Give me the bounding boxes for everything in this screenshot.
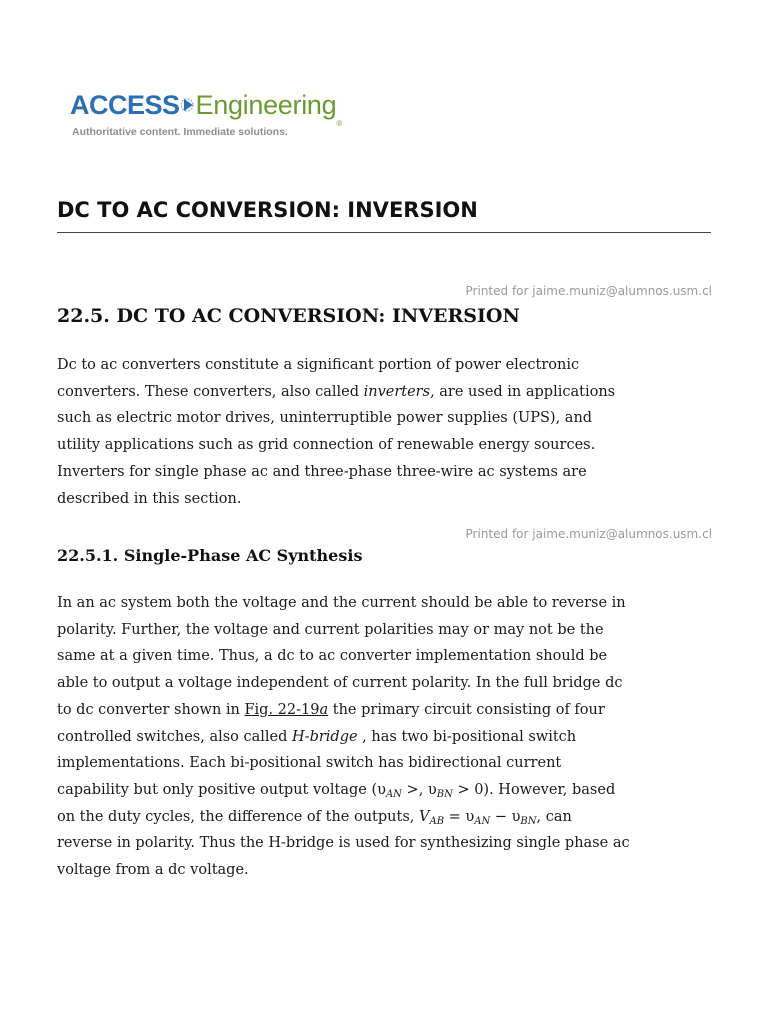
- section-heading: 22.5. DC TO AC CONVERSION: INVERSION: [57, 305, 520, 327]
- paragraph-line: utility applications such as grid connection of renewable energy sources.: [57, 437, 596, 454]
- logo-arrow-icon: [181, 91, 195, 119]
- figure-link[interactable]: Fig. 22-19a: [244, 701, 329, 718]
- paragraph-line: Inverters for single phase ac and three-phase three-wire ac systems are: [57, 463, 587, 480]
- paragraph-line: to dc converter shown in Fig. 22-19a the primary circuit consisting of four: [57, 701, 605, 718]
- paragraph-line: polarity. Further, the voltage and current polarities may or may not be the: [57, 621, 604, 638]
- paragraph-line: voltage from a dc voltage.: [57, 862, 249, 879]
- term-h-bridge: H-bridge: [292, 728, 358, 745]
- paragraph-line: implementations. Each bi-positional switch has bidirectional current: [57, 755, 562, 772]
- logo-registered-mark: ®: [336, 119, 343, 128]
- subsection-paragraph: [57, 590, 630, 884]
- paragraph-line: Dc to ac converters constitute a significant portion of power electronic: [57, 357, 580, 373]
- term-inverters: inverters: [363, 383, 431, 400]
- logo-engineering-text: Engineering: [195, 90, 337, 120]
- printed-for-notice: Printed for jaime.muniz@alumnos.usm.cl: [465, 527, 712, 541]
- paragraph-line: same at a given time. Thus, a dc to ac converter implementation should be: [57, 648, 608, 665]
- title-divider: [57, 232, 711, 233]
- paragraph-line: capability but only positive output voltage ($\upsilon_{AN}$ >, $\upsilon_{BN} > 0$). However, based: [57, 781, 616, 800]
- section-paragraph: [57, 352, 615, 512]
- printed-for-notice: Printed for jaime.muniz@alumnos.usm.cl: [465, 284, 712, 298]
- paragraph-line: reverse in polarity. Thus the H-bridge is used for synthesizing single phase ac: [57, 835, 630, 852]
- paragraph-line: able to output a voltage independent of current polarity. In the full bridge dc: [57, 675, 623, 692]
- subsection-heading: 22.5.1. Single-Phase AC Synthesis: [57, 546, 363, 565]
- paragraph-line: described in this section.: [57, 490, 242, 507]
- paragraph-line: controlled switches, also called H-bridge , has two bi-positional switch: [57, 728, 577, 745]
- paragraph-line: such as electric motor drives, uninterruptible power supplies (UPS), and: [57, 410, 593, 427]
- logo-access-text: ACCESS: [70, 90, 180, 120]
- paragraph-line: In an ac system both the voltage and the current should be able to reverse in: [57, 595, 626, 611]
- access-engineering-logo: [70, 86, 370, 146]
- document-title: DC TO AC CONVERSION: INVERSION: [57, 198, 478, 222]
- paragraph-line: converters. These converters, also called inverters, are used in applications: [57, 383, 616, 400]
- paragraph-line: on the duty cycles, the difference of the outputs, $V_{AB} = \upsilon_{AN} - \upsilon_{BN}$, can: [57, 808, 572, 827]
- logo-tagline: Authoritative content. Immediate solutions.: [72, 126, 288, 138]
